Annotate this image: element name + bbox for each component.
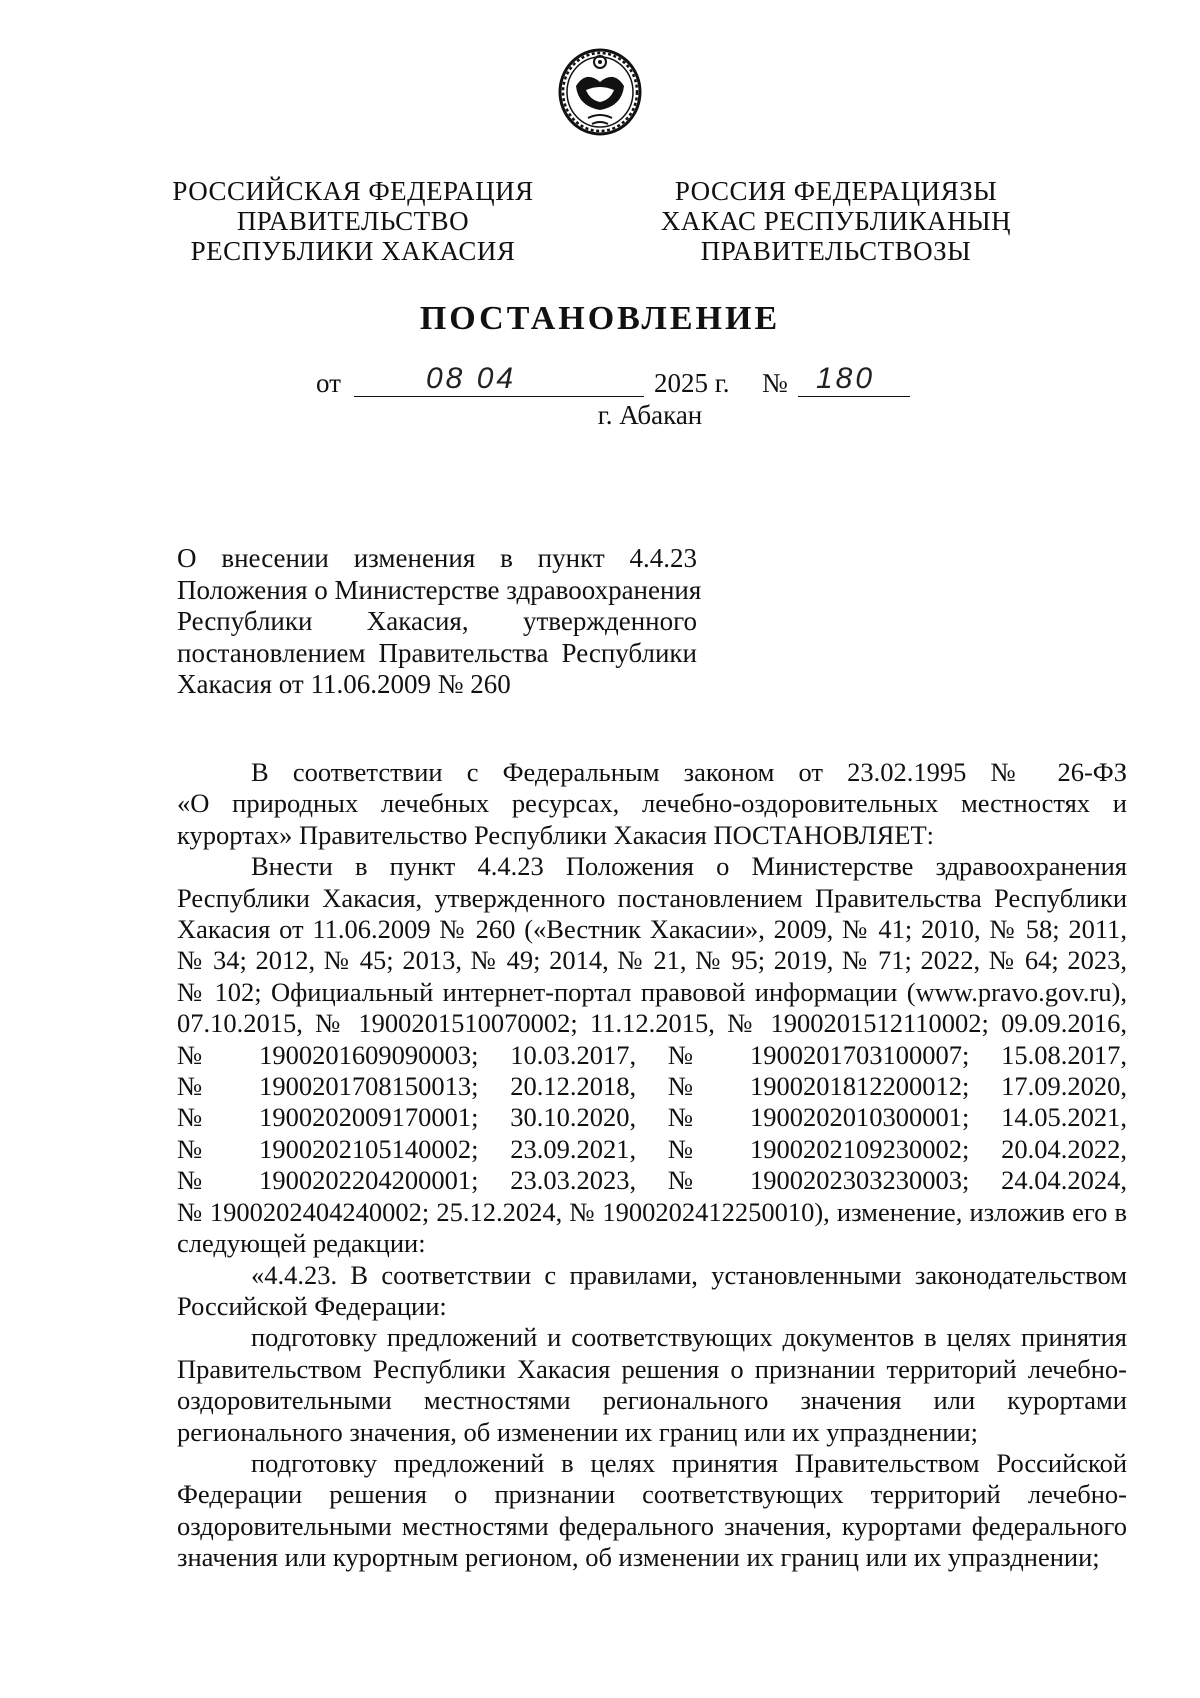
header-right-line: ХАКАС РЕСПУБЛИКАНЫҢ — [660, 206, 1012, 236]
body-line: оздоровительными местностями регионального значения или курортами — [177, 1385, 1127, 1416]
body-line: Внести в пункт 4.4.23 Положения о Министерстве здравоохранения — [251, 851, 1127, 882]
document-subject — [177, 543, 702, 701]
subject-line: О внесении изменения в пункт 4.4.23 — [177, 543, 697, 573]
body-line: № 1900201708150013; 20.12.2018, № 1900201812200012; 17.09.2020, — [177, 1071, 1127, 1102]
header-right-khakas — [626, 176, 1046, 266]
handwritten-number: 180 — [816, 362, 876, 395]
body-line: подготовку предложений в целях принятия Правительством Российской — [251, 1447, 1127, 1478]
body-line: № 34; 2012, № 45; 2013, № 49; 2014, № 21, № 95; 2019, № 71; 2022, № 64; 2023, — [177, 945, 1127, 976]
body-line: «О природных лечебных ресурсах, лечебно-оздоровительных местностях и — [177, 788, 1127, 819]
body-line: Российской Федерации: — [177, 1290, 447, 1321]
date-underline — [354, 396, 644, 397]
body-line: № 1900202105140002; 23.09.2021, № 1900202109230002; 20.04.2022, — [177, 1133, 1127, 1164]
subject-line: Положения о Министерстве здравоохранения — [177, 574, 702, 605]
header-left-ru — [143, 176, 563, 266]
header-left-line: РОССИЙСКАЯ ФЕДЕРАЦИЯ — [172, 176, 534, 206]
document-body — [177, 757, 1127, 1574]
body-line: подготовку предложений и соответствующих документов в целях принятия — [251, 1322, 1127, 1353]
body-line: регионального значения, об изменении их границ или их упразднении; — [177, 1416, 978, 1447]
header-right-line: РОССИЯ ФЕДЕРАЦИЯЗЫ — [674, 176, 998, 206]
body-line: следующей редакции: — [177, 1228, 426, 1259]
header-left-line: ПРАВИТЕЛЬСТВО — [236, 206, 470, 236]
handwritten-date: 08 04 — [426, 362, 517, 395]
date-prefix: от — [316, 368, 341, 398]
year-label: 2025 г. — [654, 368, 730, 398]
body-line: № 1900201609090003; 10.03.2017, № 1900201703100007; 15.08.2017, — [177, 1039, 1127, 1070]
header-left-line: РЕСПУБЛИКИ ХАКАСИЯ — [190, 236, 516, 266]
body-line: Республики Хакасия, утвержденного постановлением Правительства Республики — [177, 882, 1127, 913]
body-line: Хакасия от 11.06.2009 № 260 («Вестник Хакасии», 2009, № 41; 2010, № 58; 2011, — [177, 914, 1127, 945]
subject-line: Хакасия от 11.06.2009 № 260 — [177, 669, 511, 699]
body-line: № 1900202404240002; 25.12.2024, № 1900202412250010), изменение, изложив его в — [177, 1196, 1127, 1227]
coat-of-arms-emblem-icon — [556, 40, 644, 138]
body-line: Правительством Республики Хакасия решения о признании территорий лечебно- — [177, 1353, 1127, 1384]
body-line: «4.4.23. В соответствии с правилами, установленными законодательством — [251, 1259, 1127, 1290]
subject-line: постановлением Правительства Республики — [177, 637, 697, 668]
body-line: № 102; Официальный интернет-портал правовой информации (www.pravo.gov.ru), — [177, 976, 1127, 1007]
document-type-title: ПОСТАНОВЛЕНИЕ — [419, 300, 781, 337]
city-label: г. Абакан — [597, 400, 703, 430]
body-line: оздоровительными местностями федерального значения, курортами федерального — [177, 1510, 1127, 1541]
body-line: В соответствии с Федеральным законом от 23.02.1995 № 26-ФЗ — [251, 757, 1127, 787]
number-sign: № — [762, 368, 788, 398]
body-line: № 1900202009170001; 30.10.2020, № 1900202010300001; 14.05.2021, — [177, 1102, 1127, 1133]
body-line: значения или курортным регионом, об изменении их границ или их упразднении; — [177, 1542, 1100, 1573]
body-line: 07.10.2015, № 1900201510070002; 11.12.2015, № 1900201512110002; 09.09.2016, — [177, 1008, 1127, 1039]
subject-line: Республики Хакасия, утвержденного — [177, 606, 697, 636]
body-line: № 1900202204200001; 23.03.2023, № 1900202303230003; 24.04.2024, — [177, 1165, 1127, 1196]
number-underline — [798, 396, 910, 397]
header-right-line: ПРАВИТЕЛЬСТВОЗЫ — [700, 236, 972, 266]
body-line: курортах» Правительство Республики Хакасия ПОСТАНОВЛЯЕТ: — [177, 819, 935, 850]
body-line: Федерации решения о признании соответствующих территорий лечебно- — [177, 1479, 1127, 1510]
